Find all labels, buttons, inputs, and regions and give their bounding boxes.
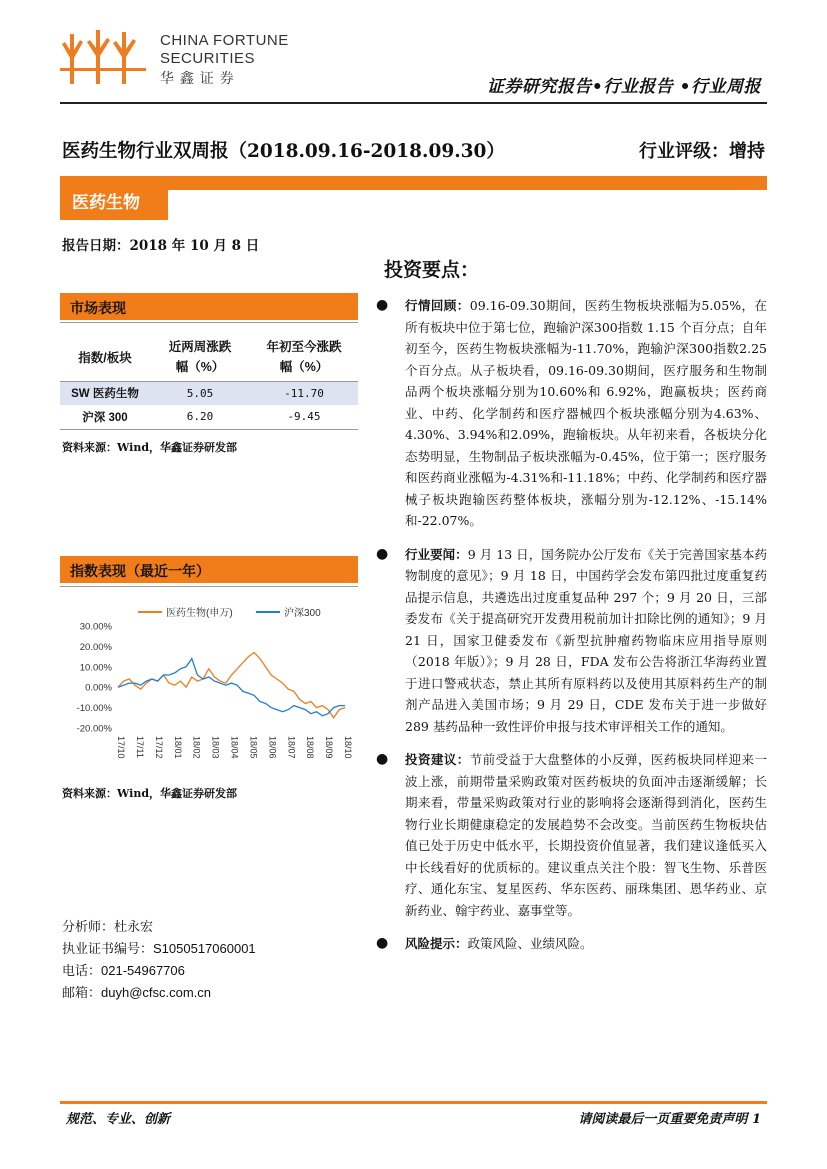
chart-series	[118, 653, 345, 718]
bullet-icon: ●	[376, 545, 389, 562]
market-row-ytd: -9.45	[287, 410, 321, 424]
key-point-label: 行情回顾：	[405, 298, 470, 313]
chart-heading-underline	[60, 586, 358, 587]
chart-x-axis	[116, 736, 353, 759]
header-divider	[60, 102, 767, 104]
report-type: 证券研究报告•行业报告 •行业周报	[486, 77, 761, 97]
legend-label: 医药生物(申万)	[166, 608, 233, 619]
market-heading-underline	[60, 322, 358, 323]
market-row-name: 沪深 300	[82, 411, 128, 424]
table-row	[60, 381, 358, 405]
x-tick-label: 18/02	[191, 736, 202, 759]
key-point-label: 行业要闻：	[405, 546, 468, 562]
y-tick-label: 30.00%	[79, 621, 112, 633]
index-chart	[60, 596, 358, 776]
series-line	[118, 659, 345, 716]
table-row	[60, 405, 358, 429]
market-col-two-week-line2: 幅（%）	[175, 359, 225, 374]
x-tick-label: 18/06	[267, 736, 278, 759]
x-tick-label: 18/09	[324, 736, 335, 759]
market-table-header	[60, 333, 358, 381]
section-banner-label: 医药生物	[72, 193, 140, 213]
key-point-risk	[376, 933, 767, 955]
industry-rating: 行业评级：增持	[639, 141, 765, 162]
key-point-text: 政策风险、业绩风险。	[467, 936, 593, 951]
analyst-email: 邮箱：duyh@cfsc.com.cn	[62, 985, 212, 1000]
report-date: 报告日期：2018 年 10 月 8 日	[62, 238, 260, 254]
market-col-name: 指数/板块	[78, 350, 132, 365]
chart-heading: 指数表现（最近一年）	[70, 564, 210, 580]
x-tick-label: 17/11	[134, 736, 145, 758]
analyst-cert: 执业证书编号：S1050517060001	[62, 941, 256, 956]
market-table	[60, 333, 358, 430]
key-point-text: 9 月 13 日，国务院办公厅发布《关于完善国家基本药物制度的意见》；9 月 18 日，中国药学会发布第四批过度重复药品提示信息，共遴选出过度重复品种 297 个；9 月 20 日，三部委发布《关于提高研究开发费用税前加计扣除比例的通知》；9 月 21 日，国家卫健委发布《新型抗肿瘤药物临床应用指导原则（2018 年版）》；9 月 28 日，FDA 发布公告将浙江华海药业置于进口警戒状态，禁止其所有原料药以及使用其原料药生产的制剂产品进入美国市场；9 月 29 日，CDE 发布关于进一步做好 289 基药品种一致性评价申报与技术审评相关工作的通知。	[405, 546, 767, 734]
chart-y-axis	[77, 622, 113, 735]
key-point-text: 09.16-09.30期间，医药生物板块涨幅为5.05%，在所有板块中位于第七位，跑输沪深300指数 1.15 个百分点；自年初至今，医药生物板块涨幅为-11.70%，跑输沪深300指数2.25个百分点。从子板块看，09.16-09.30期间，医疗服务和生物制品两个板块涨幅分别为10.60%和 6.92%，跑赢板块；医药商业、中药、化学制药和医疗器械四个板块涨幅分别为4.63%、4.30%、3.94%和2.09%，跑输板块。从年初来看，各板块分化态势明显，生物制品子板块涨幅为-0.45%，位于第一；医疗服务和医药商业涨幅为-4.31%和-11.18%；中药、化学制药和医疗器械子板块跑输医药整体板块，涨幅分别为-12.12%、-15.14%和-22.07%。	[405, 298, 767, 528]
x-tick-label: 18/10	[343, 736, 353, 759]
market-col-ytd	[250, 333, 358, 381]
x-tick-label: 18/07	[286, 736, 297, 759]
bullet-icon: ●	[376, 935, 389, 951]
y-tick-label: 10.00%	[79, 662, 112, 674]
x-tick-label: 18/05	[248, 736, 259, 759]
series-line	[118, 653, 345, 718]
key-point-investment-advice	[376, 749, 767, 921]
market-col-two-week-line1: 近两周涨跌	[168, 339, 232, 354]
key-point-industry-news	[376, 544, 767, 738]
bullet-icon: ●	[376, 751, 389, 767]
x-tick-label: 18/01	[172, 736, 183, 759]
x-tick-label: 18/03	[210, 736, 221, 759]
market-row-two-week: 6.20	[186, 410, 214, 424]
y-tick-label: -20.00%	[76, 723, 112, 735]
key-point-label: 投资建议：	[405, 752, 470, 767]
analyst-info	[62, 916, 256, 1004]
legend-label: 沪深300	[284, 608, 321, 619]
key-points-heading: 投资要点：	[384, 259, 480, 281]
market-col-two-week	[150, 333, 250, 381]
chart-legend	[138, 606, 321, 619]
brand-name-en-1: CHINA FORTUNE	[160, 32, 289, 49]
brand-logo	[60, 28, 300, 92]
market-heading: 市场表现	[70, 301, 126, 317]
x-tick-label: 18/04	[229, 736, 240, 759]
footer-right: 请阅读最后一页重要免责声明 1	[578, 1112, 761, 1127]
footer-left: 规范、专业、创新	[66, 1112, 171, 1127]
y-tick-label: -10.00%	[76, 703, 112, 715]
analyst-phone: 电话：021-54967706	[62, 963, 185, 978]
analyst-name: 分析师：杜永宏	[62, 919, 154, 934]
footer-bar	[60, 1101, 767, 1104]
key-point-text: 节前受益于大盘整体的小反弹，医药板块同样迎来一波上涨，前期带量采购政策对医药板块的负面冲击逐渐缓解；长期来看，带量采购政策对行业的影响将会逐渐得到消化，医药生物行业长期健康稳定的发展趋势不会改变。当前医药生物板块估值已处于历史中低水平，长期投资价值显著，我们建议逢低买入中长线看好的优质标的。建议重点关注个股：智飞生物、乐普医疗、通化东宝、复星医药、华东医药、丽珠集团、恩华药业、京新药业、翰宇药业、嘉事堂等。	[405, 752, 767, 918]
brand-logo-icon	[60, 28, 152, 88]
market-col-ytd-line2: 幅（%）	[279, 359, 329, 374]
key-point-market-review	[376, 295, 767, 532]
x-tick-label: 18/08	[305, 736, 316, 759]
market-source: 资料来源：Wind，华鑫证券研发部	[62, 441, 238, 454]
market-col-ytd-line1: 年初至今涨跌	[266, 339, 342, 354]
y-tick-label: 0.00%	[85, 682, 112, 694]
x-tick-label: 17/10	[116, 736, 126, 759]
market-row-ytd: -11.70	[284, 386, 324, 400]
chart-source: 资料来源：Wind，华鑫证券研发部	[62, 787, 238, 800]
bullet-icon: ●	[376, 297, 389, 313]
market-row-two-week: 5.05	[186, 386, 214, 400]
market-row-name: SW 医药生物	[71, 388, 139, 401]
key-points-list	[376, 295, 767, 955]
page-title: 医药生物行业双周报（2018.09.16-2018.09.30）	[62, 141, 505, 162]
brand-name-en-2: SECURITIES	[160, 50, 256, 67]
key-point-label: 风险提示：	[405, 936, 468, 951]
x-tick-label: 17/12	[153, 736, 164, 759]
brand-name-cn: 华 鑫 证 券	[160, 70, 235, 86]
y-tick-label: 20.00%	[79, 641, 112, 653]
